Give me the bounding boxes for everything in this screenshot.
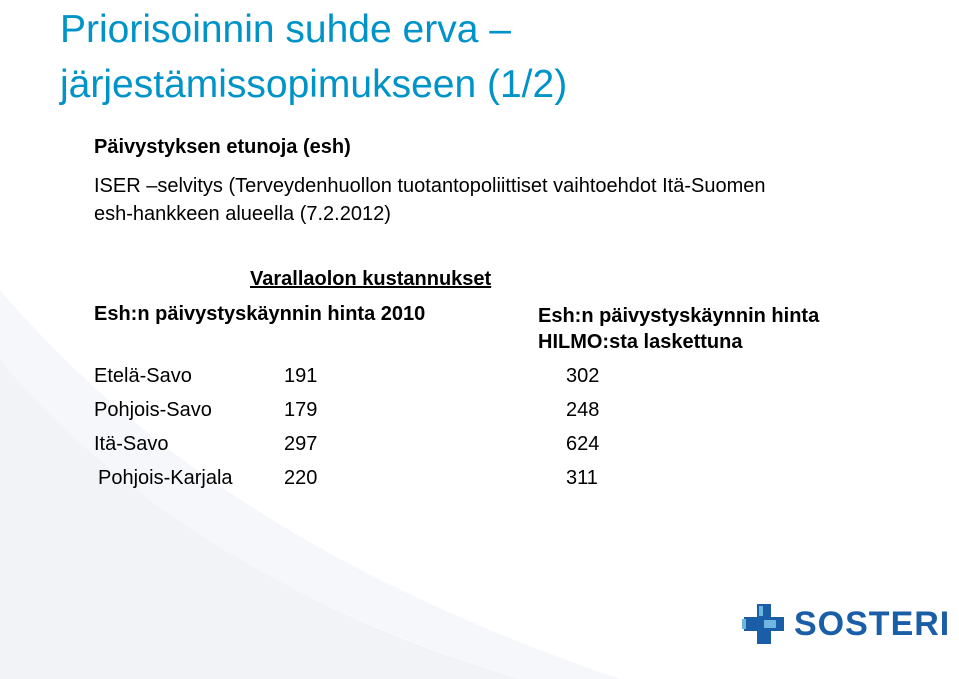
table-body [94, 365, 694, 501]
cell-price-hilmo: 311 [566, 467, 598, 489]
cell-price-2010: 179 [284, 399, 318, 421]
table-row [94, 433, 694, 467]
cross-logo-icon [742, 604, 786, 644]
table-row [94, 365, 694, 399]
logo-text: SOSTERI [794, 605, 951, 643]
cell-region: Pohjois-Karjala [98, 467, 233, 489]
subheading: Päivystyksen etunoja (esh) [94, 136, 351, 158]
cell-price-2010: 220 [284, 467, 318, 489]
table-row [94, 467, 694, 501]
cell-region: Etelä-Savo [94, 365, 192, 387]
cell-price-hilmo: 624 [566, 433, 600, 455]
slide-title [60, 2, 567, 112]
column-header-price-2010: Esh:n päivystyskäynnin hinta 2010 [94, 303, 426, 325]
column-header-price-hilmo [538, 303, 918, 355]
paragraph [94, 172, 924, 228]
cell-region: Itä-Savo [94, 433, 169, 455]
slide-title-line-2: järjestämissopimukseen (1/2) [60, 63, 568, 106]
table-row [94, 399, 694, 433]
table-title: Varallaolon kustannukset [250, 268, 492, 290]
slide-title-line-1: Priorisoinnin suhde erva – [60, 8, 511, 51]
cell-region: Pohjois-Savo [94, 399, 212, 421]
sosteri-logo [742, 604, 950, 644]
cell-price-hilmo: 248 [566, 399, 600, 421]
cell-price-hilmo: 302 [566, 365, 600, 387]
paragraph-line-1: ISER –selvitys (Terveydenhuollon tuotantopoliittiset vaihtoehdot Itä-Suomen [94, 175, 766, 197]
cell-price-2010: 297 [284, 433, 318, 455]
column-header-hilmo-line-1: Esh:n päivystyskäynnin hinta [538, 305, 820, 327]
column-header-hilmo-line-2: HILMO:sta laskettuna [538, 331, 743, 353]
cell-price-2010: 191 [284, 365, 318, 387]
paragraph-line-2: esh-hankkeen alueella (7.2.2012) [94, 203, 391, 225]
